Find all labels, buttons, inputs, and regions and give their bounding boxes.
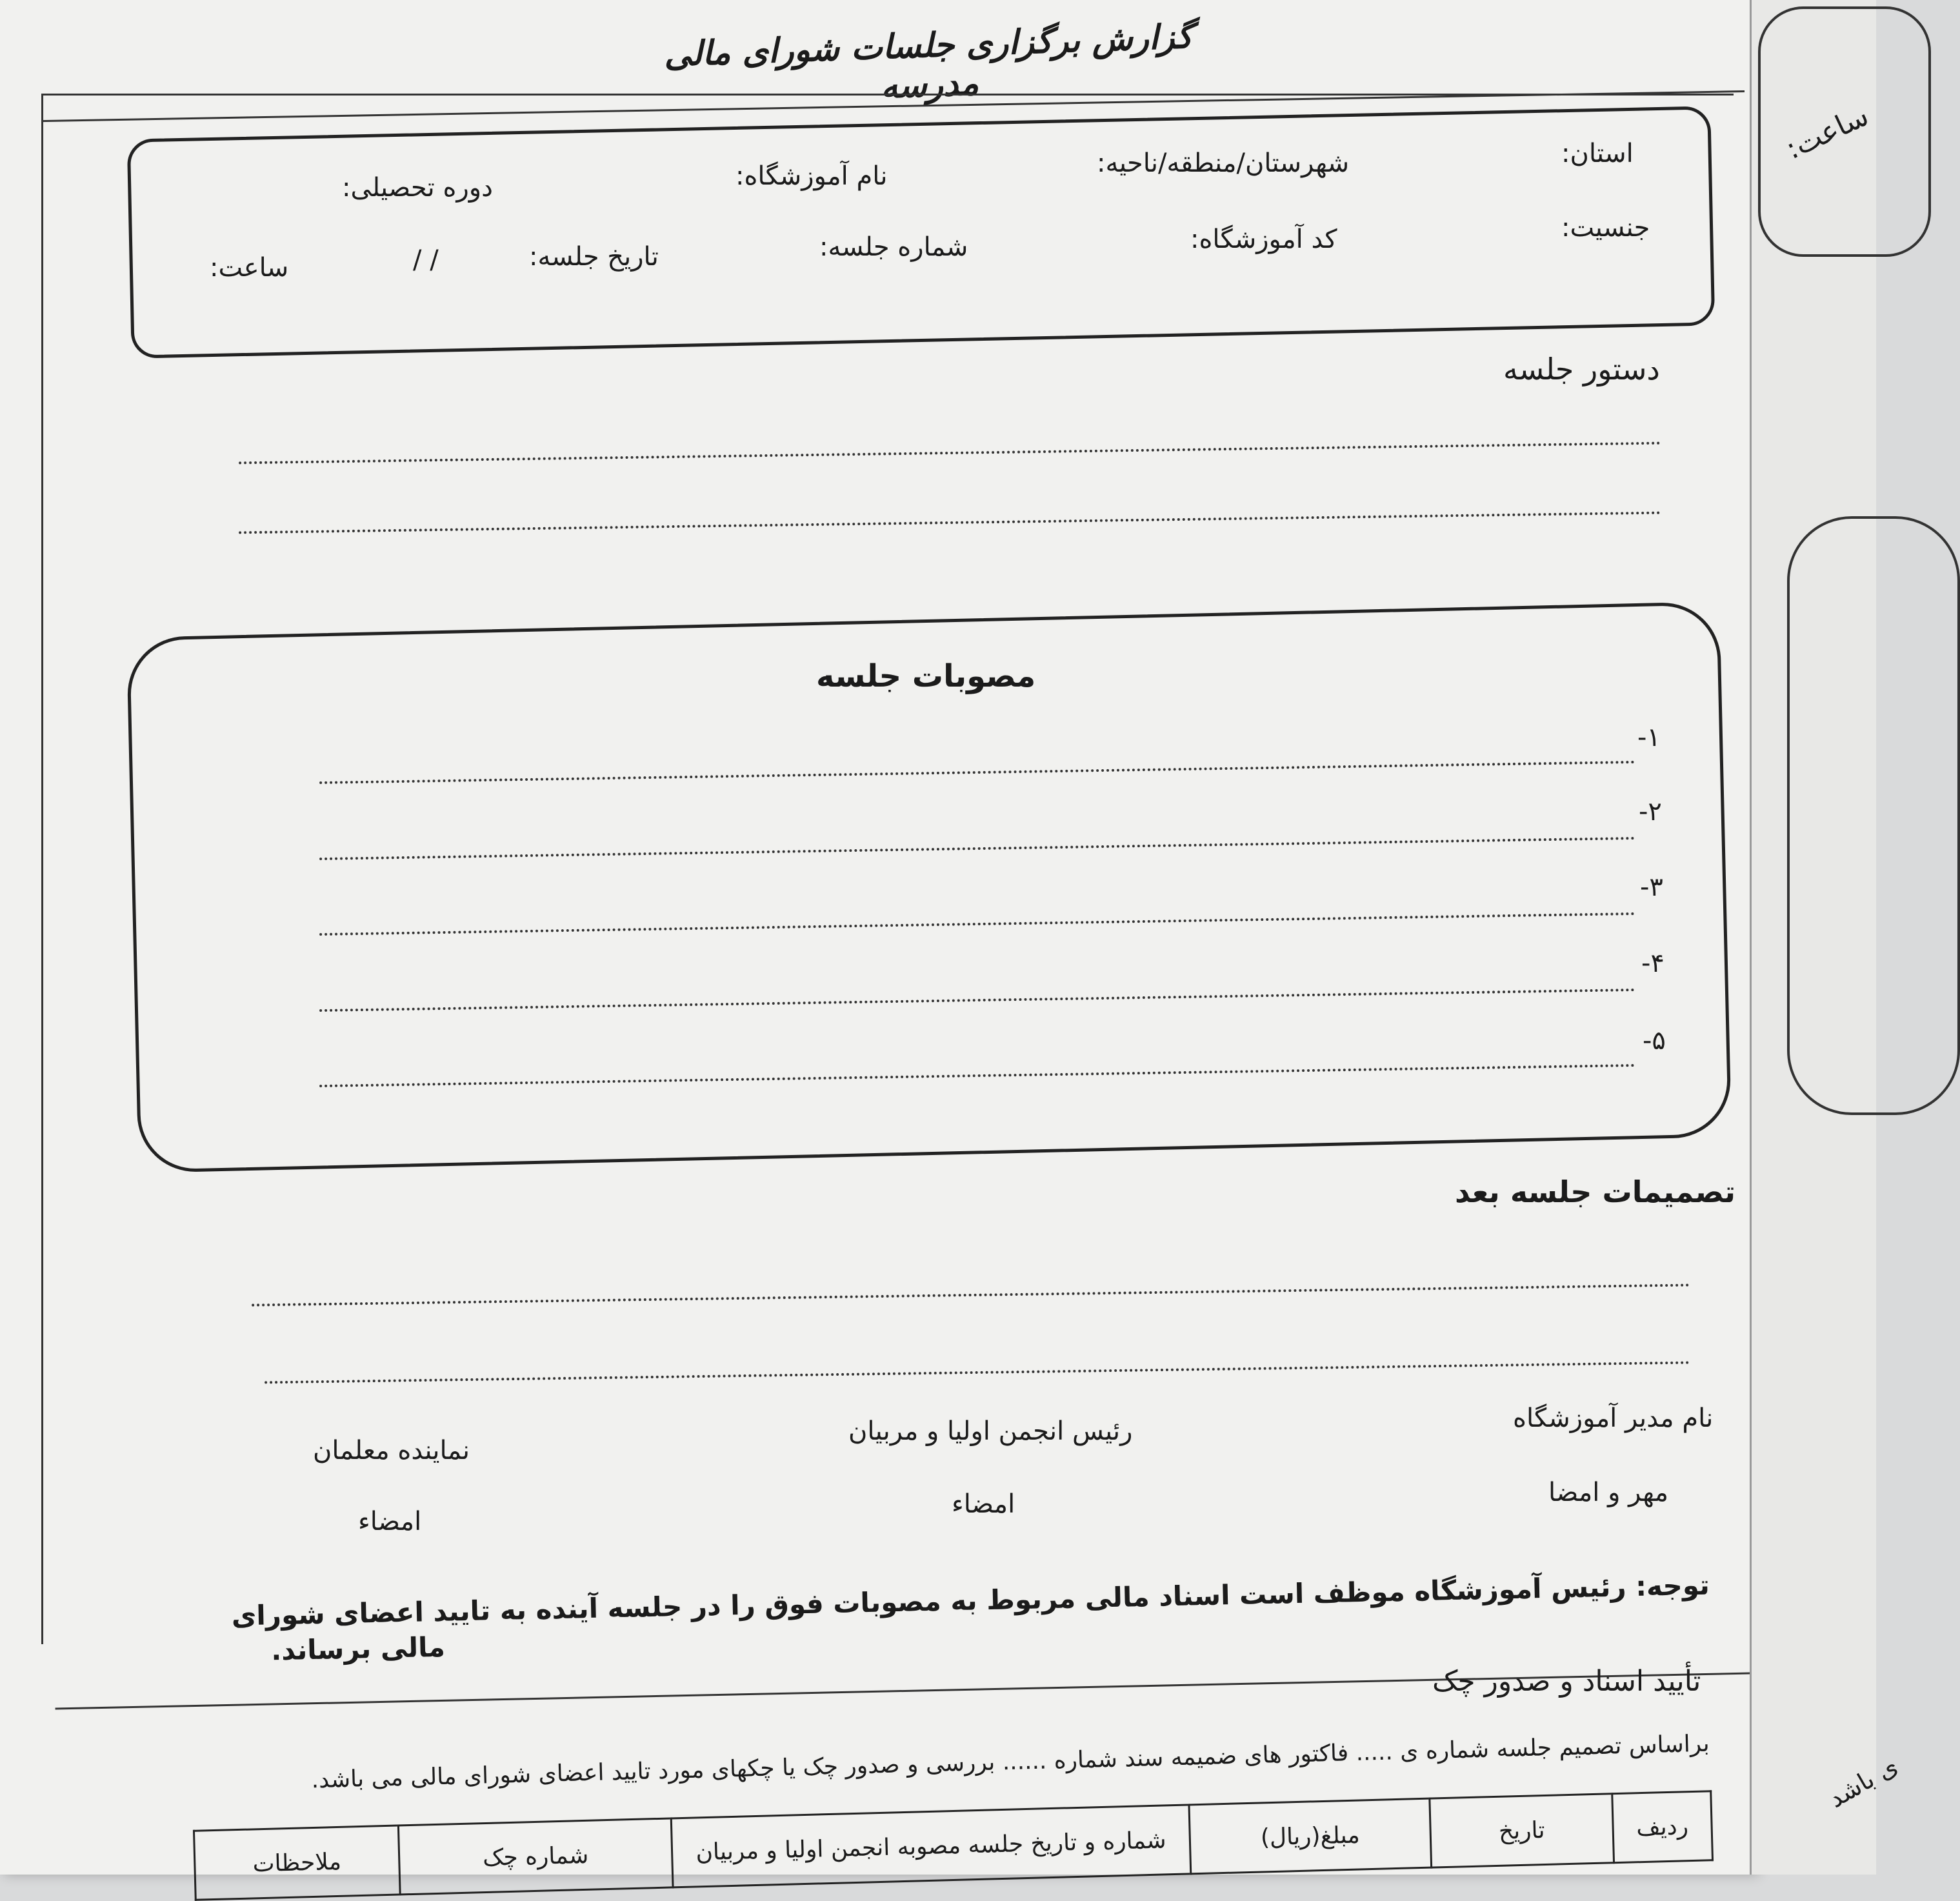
side-fragment: ی باشد <box>1823 1751 1903 1813</box>
check-table <box>193 1790 1714 1901</box>
resolutions-heading: مصوبات جلسه <box>816 658 1036 694</box>
resolution-number: -۵ <box>1643 1026 1666 1056</box>
note-line-2: مالی برساند. <box>270 1631 446 1667</box>
check-section-text: براساس تصمیم جلسه شماره ی ..... فاکتور های ضمیمه سند شماره ...... بررسی و صدور چک یا چکهای مورد تایید اعضای شورای مالی می باشد. <box>311 1730 1710 1794</box>
agenda-heading: دستور جلسه <box>1503 352 1660 387</box>
col-meeting-ref: شماره و تاریخ جلسه مصوبه انجمن اولیا و مربیان <box>671 1805 1191 1887</box>
meeting-date-label: تاریخ جلسه: <box>529 242 659 272</box>
col-row: ردیف <box>1612 1791 1713 1863</box>
col-date: تاریخ <box>1430 1794 1614 1867</box>
resolution-number: -۱ <box>1637 723 1661 752</box>
next-page-edge <box>1750 0 1903 1875</box>
check-table-header <box>194 1791 1713 1900</box>
teachers-sign-label: امضاء <box>358 1507 422 1536</box>
form-title: گزارش برگزاری جلسات شورای مالی مدرسه <box>663 16 1194 106</box>
col-check-number: شماره چک <box>398 1818 673 1895</box>
province-label: استان: <box>1561 139 1634 168</box>
col-remarks: ملاحظات <box>194 1826 401 1900</box>
resolution-number: -۴ <box>1641 949 1665 978</box>
teachers-rep-label: نماینده معلمان <box>313 1436 470 1465</box>
resolution-number: -۳ <box>1640 872 1663 902</box>
city-label: شهرستان/منطقه/ناحیه: <box>1097 148 1350 178</box>
parents-sign-label: امضاء <box>952 1489 1015 1519</box>
period-label: دوره تحصیلی: <box>342 173 493 203</box>
note-line-1: توجه: رئیس آموزشگاه موظف است اسناد مالی مربوط به مصوبات فوق را در جلسه آینده به تایید اعضای شورای <box>231 1569 1710 1632</box>
col-amount: مبلغ(ریال) <box>1189 1798 1432 1874</box>
meeting-number-label: شماره جلسه: <box>819 232 968 262</box>
time-label: ساعت: <box>210 253 289 283</box>
check-section-heading: تأیید اسناد و صدور چک <box>1432 1665 1701 1698</box>
next-decisions-heading: تصمیمات جلسه بعد <box>1455 1174 1736 1209</box>
gender-label: جنسیت: <box>1561 213 1650 243</box>
resolution-number: -۲ <box>1639 797 1662 827</box>
side-resolutions-box <box>1787 516 1960 1115</box>
school-name-label: نام آموزشگاه: <box>735 161 888 191</box>
side-time-label: ساعت: <box>1781 99 1874 166</box>
date-slashes: / / <box>413 245 439 275</box>
school-code-label: کد آموزشگاه: <box>1190 225 1337 254</box>
parents-head-label: رئیس انجمن اولیا و مربیان <box>848 1416 1133 1446</box>
principal-stamp-label: مهر و امضا <box>1548 1478 1669 1507</box>
principal-name-label: نام مدیر آموزشگاه <box>1513 1403 1714 1433</box>
